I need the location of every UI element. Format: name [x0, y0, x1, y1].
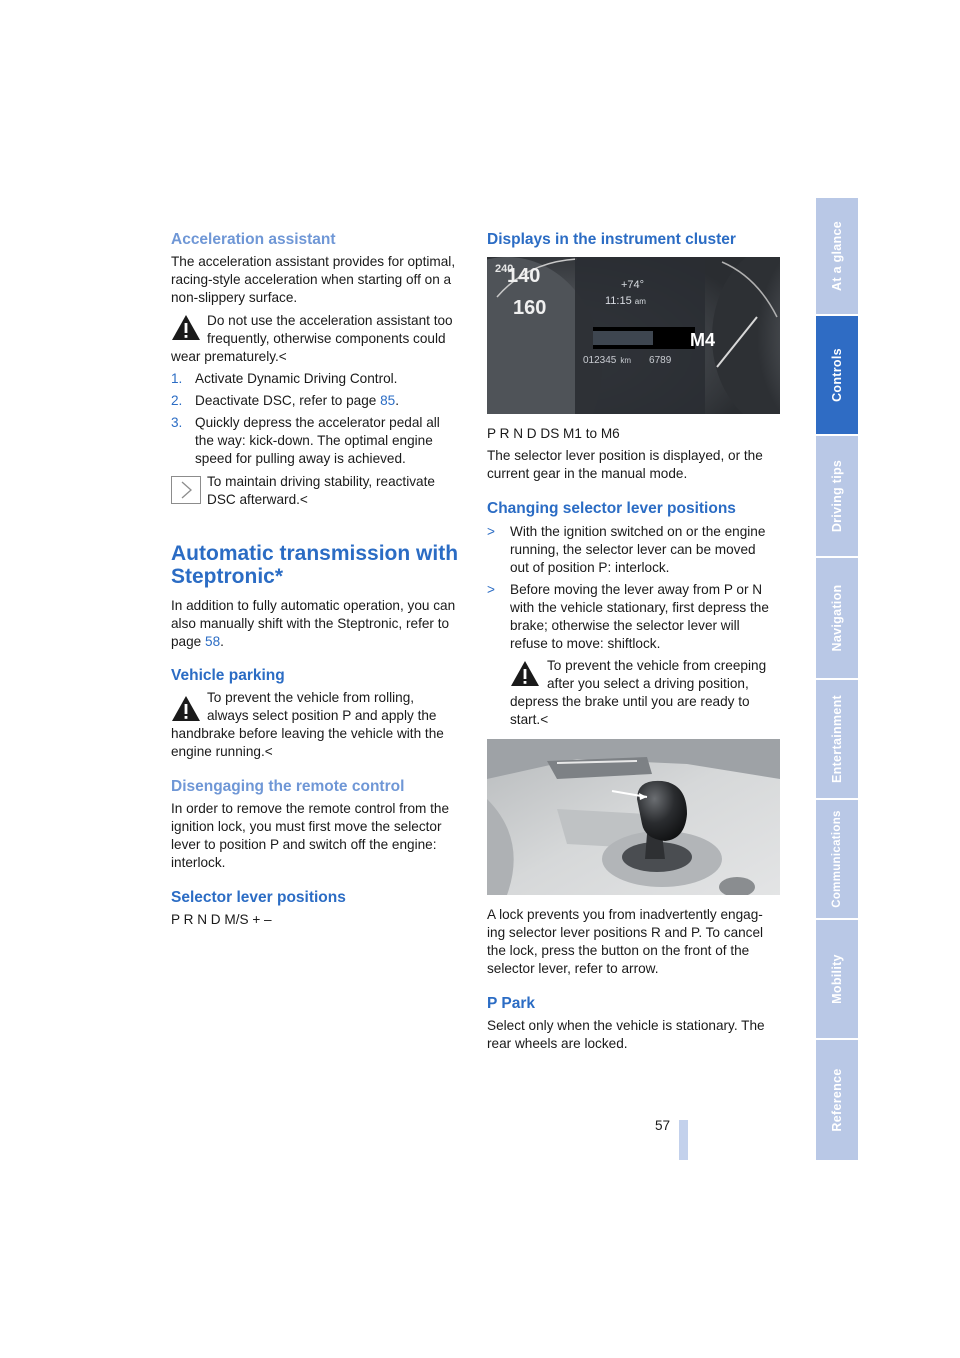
warning-text-line: wear prematurely.<: [171, 349, 287, 364]
page-link[interactable]: 58: [205, 634, 221, 649]
bullet-text-line: running, the selector lever can be moved: [510, 542, 756, 557]
step-text-line: Quickly depress the accelerator pedal all: [195, 415, 440, 430]
cluster-gear-display: M4: [690, 330, 716, 350]
warning-text-line: handbrake before leaving the vehicle with the: [171, 726, 444, 741]
bullet-text-line: With the ignition switched on or the engine: [510, 524, 766, 539]
note-text-line: DSC afterward.<: [207, 492, 308, 507]
warning-text-line: engine running.<: [171, 744, 273, 759]
step-number: 3.: [171, 415, 183, 430]
acceleration-assistant-heading: Acceleration assistant: [171, 231, 336, 248]
warning-text-line: frequently, otherwise components could: [207, 331, 446, 346]
sidebar-tab-communications[interactable]: Communications: [816, 800, 858, 918]
bullet-text-line: refuse to move: shiftlock.: [510, 636, 661, 651]
lock-text-line: ing selector lever positions R and P. To cancel: [487, 925, 764, 940]
step-text: Activate Dynamic Driving Control.: [195, 371, 398, 386]
vehicle-parking-heading: Vehicle parking: [171, 667, 285, 684]
display-positions-text: P R N D DS M1 to M6: [487, 426, 620, 441]
step-number: 1.: [171, 371, 183, 386]
warning-text-line: always select position P and apply the: [207, 708, 437, 723]
cluster-clock: 11:15 am: [605, 295, 646, 307]
warning-text-line: Do not use the acceleration assistant too: [207, 313, 453, 328]
warning-text-line: after you select a driving position,: [547, 676, 749, 691]
warning-triangle-icon: [171, 314, 201, 341]
changing-positions-heading: Changing selector lever positions: [487, 500, 736, 517]
page-link[interactable]: 85: [380, 393, 396, 408]
sidebar-tab-navigation[interactable]: Navigation: [816, 558, 858, 678]
warning-text-line: depress the brake until you are ready to: [510, 694, 750, 709]
sidebar-tab-mobility[interactable]: Mobility: [816, 920, 858, 1038]
step-text-line: the way: kick-down. The optimal engine: [195, 433, 433, 448]
page-marker: [679, 1120, 688, 1160]
bullet-text-line: Before moving the lever away from P or N: [510, 582, 763, 597]
display-positions-desc: The selector lever position is displayed, or the current gear in the manual mode.: [487, 448, 763, 481]
sidebar-tab-controls[interactable]: Controls: [816, 316, 858, 434]
cluster-odometer: 012345 km 6789: [583, 355, 672, 366]
arrow-note-icon: [171, 476, 201, 504]
bullet-text-line: out of position P: interlock.: [510, 560, 670, 575]
bullet-text-line: with the vehicle stationary, first depress the: [510, 600, 769, 615]
lock-text-line: A lock prevents you from inadvertently engag-: [487, 907, 763, 922]
step-number: 2.: [171, 393, 183, 408]
speed-scale-label: 160: [513, 297, 547, 319]
acceleration-intro: The acceleration assistant provides for optimal, racing-style acceleration when starting off on a non-slippery surface.: [171, 254, 456, 305]
warning-text-line: To prevent the vehicle from creeping: [547, 658, 767, 673]
cluster-temperature: +74°: [621, 279, 645, 291]
page-number: 57: [655, 1118, 671, 1133]
speed-scale-label: 240: [495, 263, 514, 275]
remote-control-text: In order to remove the remote control from the ignition lock, you must first move the selector lever to position P and switch off the engine: interlock.: [171, 801, 450, 870]
park-text: Select only when the vehicle is stationary. The rear wheels are locked.: [487, 1018, 765, 1051]
park-heading: P Park: [487, 995, 535, 1012]
section-heading: Steptronic*: [171, 565, 284, 588]
section-heading: Automatic transmission with: [171, 542, 459, 565]
bullet-marker: >: [487, 524, 495, 539]
speed-scale-label: 140: [507, 265, 541, 287]
selector-positions-text: P R N D M/S + –: [171, 912, 272, 927]
sidebar-tab-driving-tips[interactable]: Driving tips: [816, 436, 858, 556]
steptronic-intro: In addition to fully automatic operation, you can also manually shift with the Steptronic, refer to page 58.: [171, 598, 456, 649]
warning-triangle-icon: [510, 660, 540, 687]
sidebar-tab-reference[interactable]: Reference: [816, 1040, 858, 1160]
warning-triangle-icon: [171, 695, 201, 722]
warning-text-line: To prevent the vehicle from rolling,: [207, 690, 415, 705]
sidebar-tab-entertainment[interactable]: Entertainment: [816, 680, 858, 798]
lock-text-line: the lock, press the button on the front of the: [487, 943, 750, 958]
note-text-line: To maintain driving stability, reactivate: [207, 474, 435, 489]
displays-heading: Displays in the instrument cluster: [487, 231, 736, 248]
selector-lever-image: [487, 739, 780, 895]
selector-positions-heading: Selector lever positions: [171, 889, 346, 906]
instrument-cluster-image: [487, 257, 780, 414]
lock-text-line: selector lever, refer to arrow.: [487, 961, 659, 976]
step-text: Deactivate DSC, refer to page 85.: [195, 393, 400, 408]
bullet-marker: >: [487, 582, 495, 597]
sidebar-tab-at-a-glance[interactable]: At a glance: [816, 198, 858, 314]
warning-text-line: start.<: [510, 712, 549, 727]
step-text-line: speed for pulling away is achieved.: [195, 451, 406, 466]
bullet-text-line: brake; otherwise the selector lever will: [510, 618, 740, 633]
remote-control-heading: Disengaging the remote control: [171, 778, 405, 795]
